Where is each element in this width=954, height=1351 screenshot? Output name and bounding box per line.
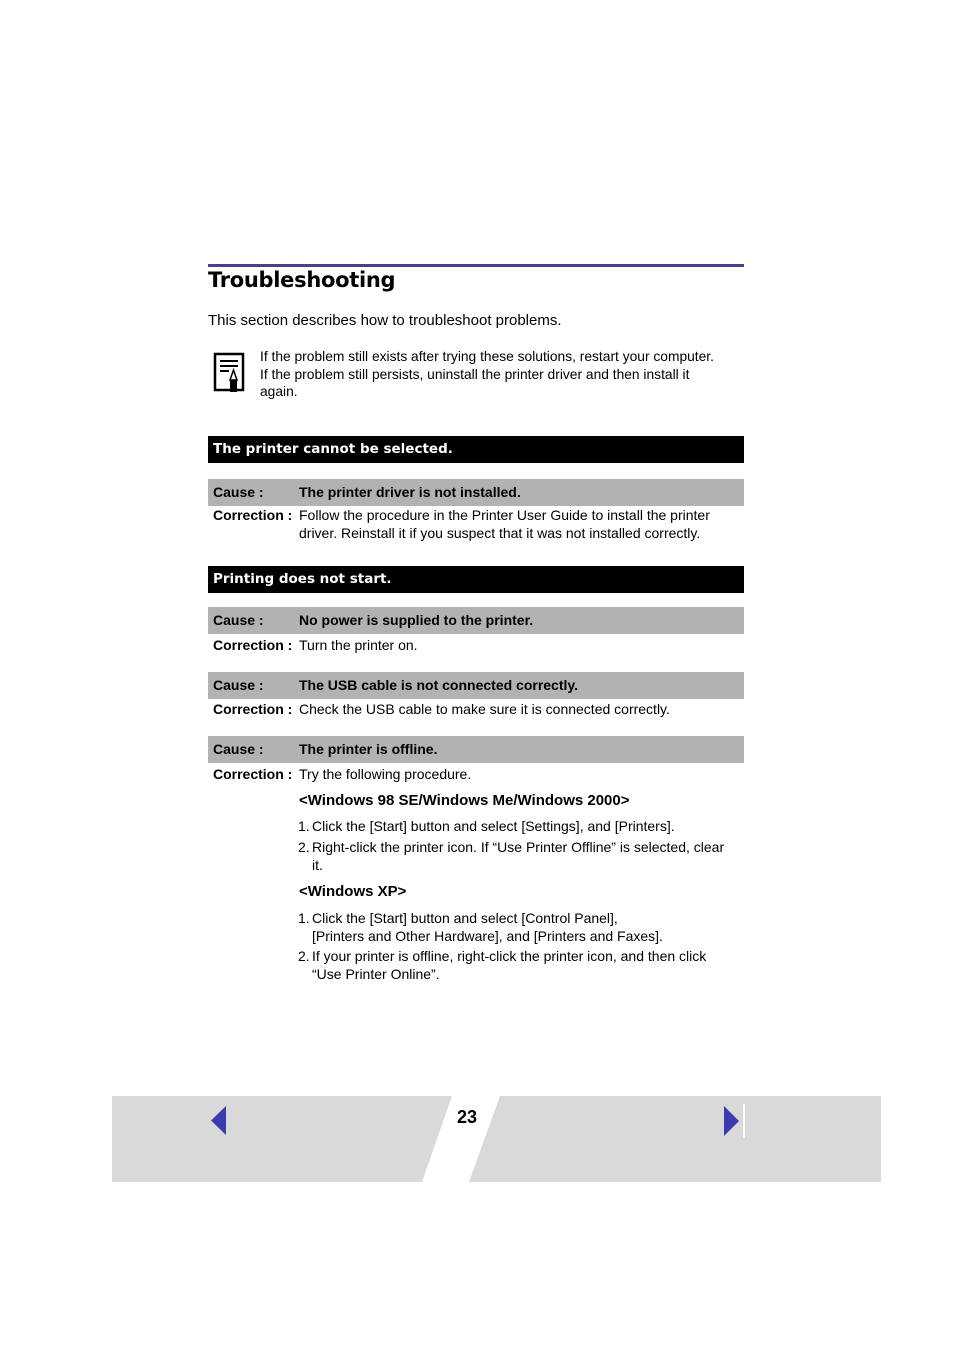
cause-row: [208, 479, 744, 506]
step-line: Right-click the printer icon. If “Use Printer Offline” is selected, clear: [312, 839, 725, 855]
memo-icon: [213, 352, 245, 394]
step-line: [Printers and Other Hardware], and [Printers and Faxes].: [312, 928, 663, 944]
footer-right-panel: [469, 1096, 881, 1182]
procedure-heading: <Windows XP>: [299, 883, 407, 900]
correction-text: Turn the printer on.: [299, 637, 418, 653]
note-line: If the problem still persists, uninstall the printer driver and then install it: [260, 366, 690, 382]
section-heading: [208, 436, 744, 463]
section-heading-text: Printing does not start.: [213, 571, 392, 587]
step-text: [312, 947, 742, 983]
correction-line: Follow the procedure in the Printer User Guide to install the printer: [299, 507, 710, 523]
section-heading: [208, 566, 744, 593]
cause-row: [208, 607, 744, 634]
section-heading-text: The printer cannot be selected.: [213, 441, 453, 457]
step-line: “Use Printer Online”.: [312, 966, 440, 982]
step-number: 1.: [298, 818, 310, 834]
step-line: If your printer is offline, right-click the printer icon, and then click: [312, 948, 707, 964]
correction-label: Correction :: [213, 701, 293, 717]
cause-row: [208, 736, 744, 763]
correction-text: Check the USB cable to make sure it is connected correctly.: [299, 701, 670, 717]
page-title: Troubleshooting: [208, 268, 396, 292]
arrow-right-icon[interactable]: [717, 1102, 747, 1138]
step-text: [312, 909, 742, 945]
arrow-left-icon[interactable]: [204, 1102, 234, 1138]
step-number: 2.: [298, 948, 310, 964]
cause-row: [208, 672, 744, 699]
intro-text: This section describes how to troubleshoot problems.: [208, 312, 562, 329]
title-rule: [208, 264, 744, 267]
step-text: [312, 817, 742, 835]
procedure-heading: <Windows 98 SE/Windows Me/Windows 2000>: [299, 792, 630, 809]
step-line: it.: [312, 857, 323, 873]
footer-left-panel: [112, 1096, 452, 1182]
cause-text: No power is supplied to the printer.: [299, 612, 534, 628]
step-line: Click the [Start] button and select [Settings], and [Printers].: [312, 818, 675, 834]
cause-text: The printer is offline.: [299, 741, 438, 757]
step-line: Click the [Start] button and select [Control Panel],: [312, 910, 618, 926]
page-number: 23: [456, 1107, 478, 1127]
correction-label: Correction :: [213, 766, 293, 782]
note-line: again.: [260, 384, 298, 400]
note-line: If the problem still exists after trying these solutions, restart your computer.: [260, 349, 714, 364]
correction-text: [299, 506, 744, 542]
correction-text: Try the following procedure.: [299, 766, 472, 782]
footer-nav: [112, 1096, 881, 1183]
cause-text: The USB cable is not connected correctly.: [299, 677, 579, 693]
cause-label: Cause :: [213, 741, 264, 757]
cause-label: Cause :: [213, 677, 264, 693]
note-text: [260, 348, 744, 401]
cause-text: The printer driver is not installed.: [299, 484, 521, 500]
step-number: 2.: [298, 839, 310, 855]
cause-label: Cause :: [213, 484, 264, 500]
correction-label: Correction :: [213, 637, 293, 653]
step-number: 1.: [298, 910, 310, 926]
step-text: [312, 838, 742, 874]
correction-label: Correction :: [213, 507, 293, 523]
correction-line: driver. Reinstall it if you suspect that it was not installed correctly.: [299, 525, 701, 541]
cause-label: Cause :: [213, 612, 264, 628]
